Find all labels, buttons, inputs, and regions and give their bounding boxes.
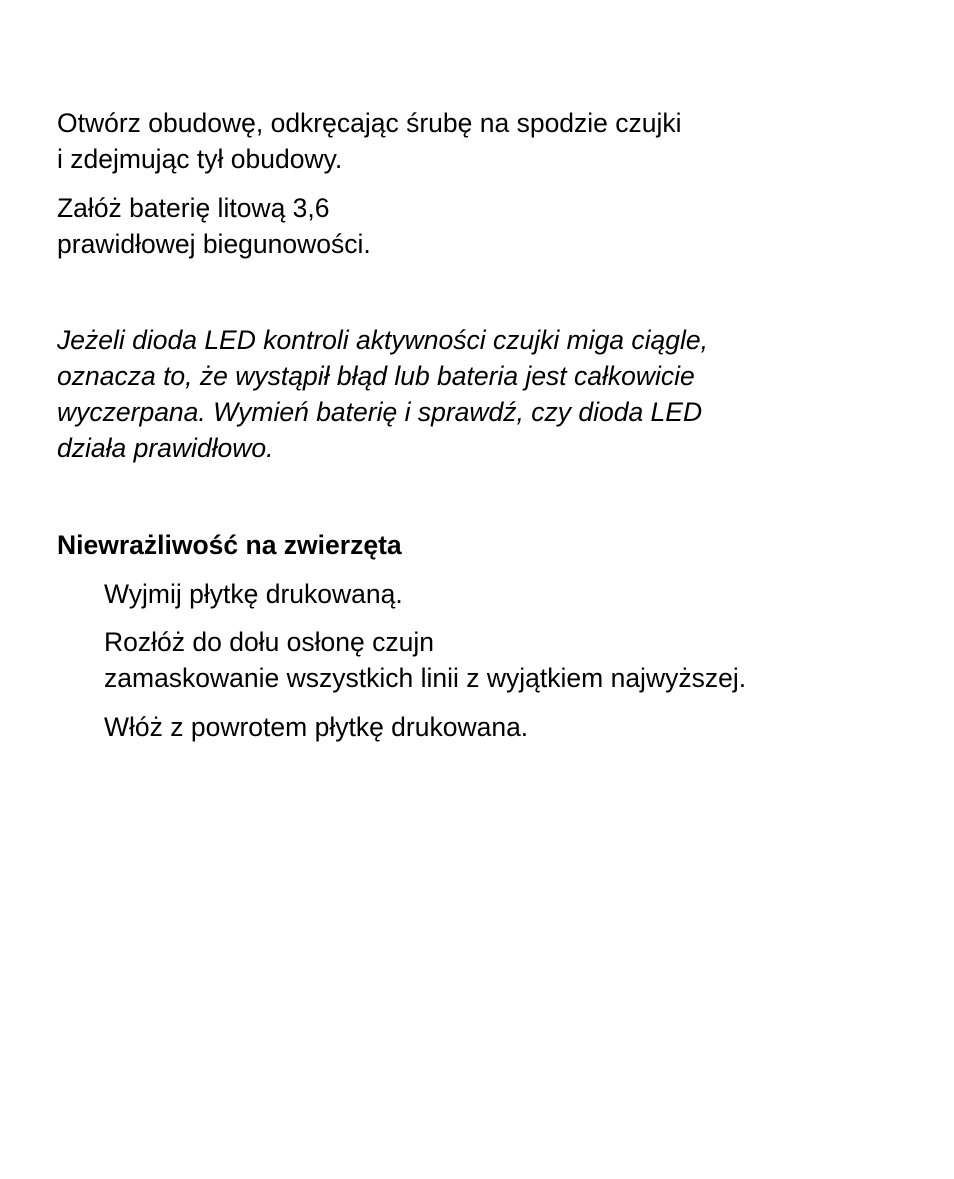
pet-step-2-line-1: Rozłóż do dołu osłonę czujn — [104, 627, 434, 657]
pet-immunity-heading: Niewrażliwość na zwierzęta — [57, 530, 402, 560]
instruction-open-case-line-1: Otwórz obudowę, odkręcając śrubę na spodzie czujki — [57, 108, 682, 138]
instruction-battery-line-1: Załóż baterię litową 3,6 — [57, 193, 330, 223]
instruction-battery-line-2: prawidłowej biegunowości. — [57, 229, 371, 259]
led-note-line-4: działa prawidłowo. — [57, 433, 274, 463]
led-note-line-3: wyczerpana. Wymień baterię i sprawdź, czy dioda LED — [57, 397, 703, 427]
led-note-line-1: Jeżeli dioda LED kontroli aktywności czujki miga ciągle, — [57, 325, 709, 355]
pet-step-2-line-2: zamaskowanie wszystkich linii z wyjątkiem najwyższej. — [104, 663, 747, 693]
pet-step-3: Włóż z powrotem płytkę drukowana. — [104, 712, 529, 742]
led-note-line-2: oznacza to, że wystąpił błąd lub bateria jest całkowicie — [57, 361, 695, 391]
instruction-open-case-line-2: i zdejmując tył obudowy. — [57, 144, 343, 174]
pet-step-1: Wyjmij płytkę drukowaną. — [104, 579, 403, 609]
